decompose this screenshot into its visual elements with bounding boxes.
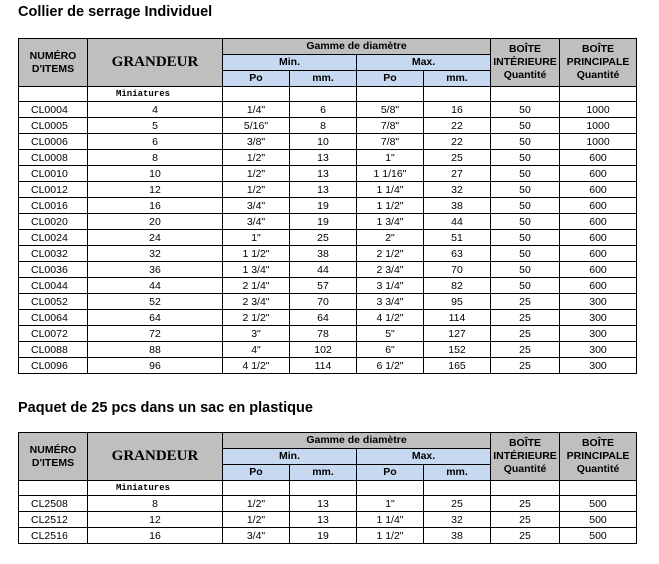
max-po-cell: 2 3/4"	[357, 262, 424, 278]
min-mm-cell: 70	[290, 294, 357, 310]
size-cell: 8	[88, 496, 223, 512]
table-row	[19, 246, 637, 262]
min-mm-cell: 19	[290, 214, 357, 230]
size-cell: 24	[88, 230, 223, 246]
table-row	[19, 512, 637, 528]
header-item-number: NUMÉRO D'ITEMS	[19, 39, 88, 87]
min-mm-cell: 13	[290, 496, 357, 512]
size-cell: 96	[88, 358, 223, 374]
inner-box-qty-cell: 50	[491, 230, 560, 246]
header-max-mm: mm.	[424, 465, 491, 481]
inner-box-qty-cell: 25	[491, 310, 560, 326]
max-po-cell: 1 3/4"	[357, 214, 424, 230]
max-mm-cell: 25	[424, 496, 491, 512]
main-box-qty-cell: 600	[560, 150, 637, 166]
max-po-cell: 7/8"	[357, 118, 424, 134]
size-cell: 88	[88, 342, 223, 358]
item-number-cell: CL2516	[19, 528, 88, 544]
table-row	[19, 262, 637, 278]
min-po-cell: 2 3/4"	[223, 294, 290, 310]
max-po-cell: 2 1/2"	[357, 246, 424, 262]
min-po-cell: 1/4"	[223, 102, 290, 118]
table-row	[19, 326, 637, 342]
inner-box-qty-cell: 25	[491, 326, 560, 342]
inner-box-qty-cell: 50	[491, 278, 560, 294]
header-max: Max.	[357, 55, 491, 71]
header-main-box: BOÎTE PRINCIPALE Quantité	[560, 39, 637, 87]
table-row	[19, 528, 637, 544]
size-cell: 52	[88, 294, 223, 310]
max-mm-cell: 38	[424, 198, 491, 214]
main-box-qty-cell: 500	[560, 512, 637, 528]
max-po-cell: 1 1/2"	[357, 528, 424, 544]
size-cell: 64	[88, 310, 223, 326]
header-max-mm: mm.	[424, 71, 491, 87]
table-row	[19, 134, 637, 150]
table2-body	[19, 481, 637, 544]
main-box-qty-cell: 1000	[560, 118, 637, 134]
max-po-cell: 5/8"	[357, 102, 424, 118]
item-number-cell: CL0008	[19, 150, 88, 166]
header-min-po: Po	[223, 465, 290, 481]
max-mm-cell: 32	[424, 512, 491, 528]
max-mm-cell: 44	[424, 214, 491, 230]
max-po-cell: 4 1/2"	[357, 310, 424, 326]
max-mm-cell: 32	[424, 182, 491, 198]
table1-body	[19, 87, 637, 374]
header-min-po: Po	[223, 71, 290, 87]
size-cell: 6	[88, 134, 223, 150]
min-po-cell: 5/16"	[223, 118, 290, 134]
size-cell: 10	[88, 166, 223, 182]
max-mm-cell: 22	[424, 118, 491, 134]
size-cell: 16	[88, 198, 223, 214]
item-number-cell: CL0004	[19, 102, 88, 118]
max-po-cell: 1 1/4"	[357, 182, 424, 198]
size-cell: 72	[88, 326, 223, 342]
main-box-qty-cell: 600	[560, 214, 637, 230]
inner-box-qty-cell: 25	[491, 528, 560, 544]
inner-box-qty-cell: 50	[491, 166, 560, 182]
max-po-cell: 1 1/16"	[357, 166, 424, 182]
max-mm-cell: 51	[424, 230, 491, 246]
min-mm-cell: 38	[290, 246, 357, 262]
header-min-mm: mm.	[290, 71, 357, 87]
min-po-cell: 3/4"	[223, 214, 290, 230]
main-box-qty-cell: 300	[560, 294, 637, 310]
size-cell: 12	[88, 182, 223, 198]
inner-box-qty-cell: 25	[491, 294, 560, 310]
max-mm-cell: 70	[424, 262, 491, 278]
min-po-cell: 3/8"	[223, 134, 290, 150]
max-mm-cell: 38	[424, 528, 491, 544]
inner-box-qty-cell: 50	[491, 198, 560, 214]
header-size: GRANDEUR	[88, 433, 223, 481]
main-box-qty-cell: 600	[560, 182, 637, 198]
min-po-cell: 3/4"	[223, 528, 290, 544]
item-number-cell: CL0052	[19, 294, 88, 310]
inner-box-qty-cell: 25	[491, 512, 560, 528]
item-number-cell: CL0020	[19, 214, 88, 230]
header-size: GRANDEUR	[88, 39, 223, 87]
max-po-cell: 7/8"	[357, 134, 424, 150]
max-po-cell: 5"	[357, 326, 424, 342]
min-mm-cell: 64	[290, 310, 357, 326]
main-box-qty-cell: 600	[560, 262, 637, 278]
table-row	[19, 214, 637, 230]
item-number-cell: CL0016	[19, 198, 88, 214]
main-box-qty-cell: 300	[560, 358, 637, 374]
max-mm-cell: 152	[424, 342, 491, 358]
table1	[18, 38, 637, 374]
header-diameter-range: Gamme de diamètre	[223, 39, 491, 55]
table2-title: Paquet de 25 pcs dans un sac en plastique	[18, 400, 313, 416]
size-cell: 12	[88, 512, 223, 528]
inner-box-qty-cell: 50	[491, 150, 560, 166]
min-po-cell: 2 1/4"	[223, 278, 290, 294]
main-box-qty-cell: 300	[560, 310, 637, 326]
max-po-cell: 3 1/4"	[357, 278, 424, 294]
main-box-qty-cell: 600	[560, 278, 637, 294]
min-mm-cell: 102	[290, 342, 357, 358]
min-po-cell: 1/2"	[223, 496, 290, 512]
item-number-cell: CL0010	[19, 166, 88, 182]
max-mm-cell: 22	[424, 134, 491, 150]
table-row	[19, 496, 637, 512]
table1-title: Collier de serrage Individuel	[18, 4, 213, 20]
min-po-cell: 1 1/2"	[223, 246, 290, 262]
min-po-cell: 1/2"	[223, 166, 290, 182]
max-po-cell: 6 1/2"	[357, 358, 424, 374]
min-po-cell: 1/2"	[223, 512, 290, 528]
min-mm-cell: 25	[290, 230, 357, 246]
min-mm-cell: 10	[290, 134, 357, 150]
inner-box-qty-cell: 50	[491, 246, 560, 262]
min-mm-cell: 13	[290, 512, 357, 528]
min-po-cell: 3/4"	[223, 198, 290, 214]
min-mm-cell: 19	[290, 198, 357, 214]
table-row	[19, 150, 637, 166]
item-number-cell: CL0064	[19, 310, 88, 326]
main-box-qty-cell: 1000	[560, 102, 637, 118]
header-diameter-range: Gamme de diamètre	[223, 433, 491, 449]
min-mm-cell: 13	[290, 166, 357, 182]
inner-box-qty-cell: 50	[491, 134, 560, 150]
main-box-qty-cell: 1000	[560, 134, 637, 150]
header-inner-box: BOÎTE INTÉRIEURE Quantité	[491, 39, 560, 87]
item-number-cell: CL0096	[19, 358, 88, 374]
max-mm-cell: 63	[424, 246, 491, 262]
table-row	[19, 198, 637, 214]
size-cell: 36	[88, 262, 223, 278]
max-po-cell: 3 3/4"	[357, 294, 424, 310]
table-row	[19, 230, 637, 246]
inner-box-qty-cell: 25	[491, 342, 560, 358]
item-number-cell: CL2512	[19, 512, 88, 528]
size-cell: 16	[88, 528, 223, 544]
table-row	[19, 342, 637, 358]
max-mm-cell: 127	[424, 326, 491, 342]
inner-box-qty-cell: 50	[491, 262, 560, 278]
size-cell: 32	[88, 246, 223, 262]
min-po-cell: 1/2"	[223, 182, 290, 198]
table-row	[19, 118, 637, 134]
item-number-cell: CL0005	[19, 118, 88, 134]
inner-box-qty-cell: 50	[491, 102, 560, 118]
main-box-qty-cell: 500	[560, 496, 637, 512]
size-cell: 8	[88, 150, 223, 166]
min-po-cell: 1/2"	[223, 150, 290, 166]
header-min: Min.	[223, 449, 357, 465]
group-row	[19, 87, 637, 102]
item-number-cell: CL0032	[19, 246, 88, 262]
main-box-qty-cell: 300	[560, 326, 637, 342]
min-mm-cell: 6	[290, 102, 357, 118]
item-number-cell: CL0044	[19, 278, 88, 294]
min-po-cell: 1"	[223, 230, 290, 246]
main-box-qty-cell: 500	[560, 528, 637, 544]
min-po-cell: 3"	[223, 326, 290, 342]
size-cell: 20	[88, 214, 223, 230]
max-po-cell: 2"	[357, 230, 424, 246]
table-row	[19, 102, 637, 118]
max-po-cell: 1"	[357, 150, 424, 166]
inner-box-qty-cell: 50	[491, 182, 560, 198]
table-row	[19, 310, 637, 326]
min-mm-cell: 13	[290, 182, 357, 198]
max-mm-cell: 165	[424, 358, 491, 374]
header-max: Max.	[357, 449, 491, 465]
max-mm-cell: 25	[424, 150, 491, 166]
header-min-mm: mm.	[290, 465, 357, 481]
max-po-cell: 1"	[357, 496, 424, 512]
header-main-box: BOÎTE PRINCIPALE Quantité	[560, 433, 637, 481]
group-row	[19, 481, 637, 496]
min-po-cell: 4 1/2"	[223, 358, 290, 374]
inner-box-qty-cell: 25	[491, 496, 560, 512]
header-max-po: Po	[357, 465, 424, 481]
size-cell: 5	[88, 118, 223, 134]
item-number-cell: CL0006	[19, 134, 88, 150]
group-label: Miniatures	[88, 481, 223, 496]
min-mm-cell: 114	[290, 358, 357, 374]
main-box-qty-cell: 600	[560, 166, 637, 182]
max-mm-cell: 95	[424, 294, 491, 310]
size-cell: 4	[88, 102, 223, 118]
min-po-cell: 1 3/4"	[223, 262, 290, 278]
header-inner-box: BOÎTE INTÉRIEURE Quantité	[491, 433, 560, 481]
table2	[18, 432, 637, 544]
max-mm-cell: 16	[424, 102, 491, 118]
min-mm-cell: 13	[290, 150, 357, 166]
min-mm-cell: 57	[290, 278, 357, 294]
main-box-qty-cell: 300	[560, 342, 637, 358]
item-number-cell: CL0036	[19, 262, 88, 278]
item-number-cell: CL0012	[19, 182, 88, 198]
max-mm-cell: 82	[424, 278, 491, 294]
item-number-cell: CL2508	[19, 496, 88, 512]
table-row	[19, 278, 637, 294]
min-mm-cell: 19	[290, 528, 357, 544]
table-row	[19, 166, 637, 182]
max-po-cell: 1 1/2"	[357, 198, 424, 214]
max-mm-cell: 114	[424, 310, 491, 326]
header-max-po: Po	[357, 71, 424, 87]
main-box-qty-cell: 600	[560, 246, 637, 262]
group-label: Miniatures	[88, 87, 223, 102]
main-box-qty-cell: 600	[560, 230, 637, 246]
min-mm-cell: 78	[290, 326, 357, 342]
main-box-qty-cell: 600	[560, 198, 637, 214]
max-mm-cell: 27	[424, 166, 491, 182]
table-row	[19, 182, 637, 198]
inner-box-qty-cell: 50	[491, 118, 560, 134]
header-min: Min.	[223, 55, 357, 71]
max-po-cell: 6"	[357, 342, 424, 358]
table-row	[19, 358, 637, 374]
inner-box-qty-cell: 25	[491, 358, 560, 374]
table-row	[19, 294, 637, 310]
header-item-number: NUMÉRO D'ITEMS	[19, 433, 88, 481]
min-po-cell: 2 1/2"	[223, 310, 290, 326]
item-number-cell: CL0088	[19, 342, 88, 358]
item-number-cell: CL0072	[19, 326, 88, 342]
item-number-cell: CL0024	[19, 230, 88, 246]
max-po-cell: 1 1/4"	[357, 512, 424, 528]
min-mm-cell: 8	[290, 118, 357, 134]
min-po-cell: 4"	[223, 342, 290, 358]
inner-box-qty-cell: 50	[491, 214, 560, 230]
size-cell: 44	[88, 278, 223, 294]
min-mm-cell: 44	[290, 262, 357, 278]
